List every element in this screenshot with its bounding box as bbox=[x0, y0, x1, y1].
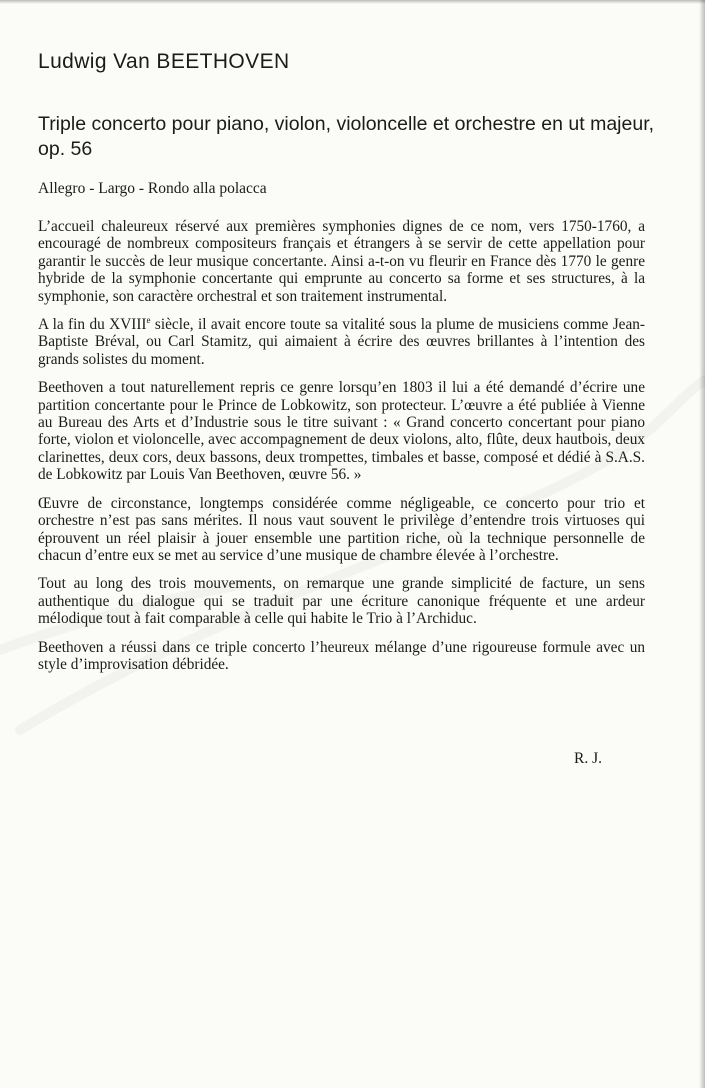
century-superscript: e bbox=[146, 314, 151, 325]
paragraph-2 bbox=[38, 316, 645, 368]
program-notes bbox=[38, 218, 645, 684]
paragraph-2-rest: siècle, il avait encore toute sa vitalité sous la plume de musiciens comme Jean-Baptiste Bréval, ou Carl Stamitz, qui aimaient à écrire des œuvres brillantes à l’intention des grands solistes du moment. bbox=[38, 316, 645, 368]
author-initials: R. J. bbox=[574, 750, 602, 767]
page-top-shadow bbox=[0, 0, 705, 4]
paragraph-1: L’accueil chaleureux réservé aux premières symphonies dignes de ce nom, vers 1750-1760, a encouragé de nombreux compositeurs français et étrangers à se servir de cette appellation pour garantir le succès de leur musique concertante. Ainsi a-t-on vu fleurir en France dès 1770 le genre hybride de la symphonie concertante qui emprunte au concerto sa forme et ses structures, à la symphonie, son caractère orchestral et son traitement instrumental. bbox=[38, 218, 645, 305]
page-right-shadow bbox=[699, 0, 705, 1088]
paragraph-5: Tout au long des trois mouvements, on remarque une grande simplicité de facture, un sens authentique du dialogue qui se traduit par une écriture canonique fréquente et une ardeur mélodique tout à fait comparable à celle qui habite le Trio à l’Archiduc. bbox=[38, 575, 645, 628]
movements-list: Allegro - Largo - Rondo alla polacca bbox=[38, 180, 267, 197]
paragraph-2-start: A la fin du XVIII bbox=[38, 316, 147, 334]
paragraph-3: Beethoven a tout naturellement repris ce genre lorsqu’en 1803 il lui a été demandé d’écrire une partition concertante pour le Prince de Lobkowitz, son protecteur. L’œuvre a été publiée à Vienne au Bureau des Arts et d’Industrie sous le titre suivant : « Grand concerto concertant pour piano forte, violon et violoncelle, avec accompagnement de deux violons, alto, flûte, deux hautbois, deux clarinettes, deux cors, deux bassons, deux trompettes, timbales et basse, composé et dédié à S.A.S. de Lobkowitz par Louis Van Beethoven, œuvre 56. » bbox=[38, 379, 645, 484]
work-title: Triple concerto pour piano, violon, violoncelle et orchestre en ut majeur, op. 56 bbox=[38, 113, 655, 160]
paragraph-6: Beethoven a réussi dans ce triple concerto l’heureux mélange d’une rigoureuse formule avec un style d’improvisation débridée. bbox=[38, 638, 645, 673]
composer-name: Ludwig Van BEETHOVEN bbox=[38, 50, 290, 73]
paragraph-4: Œuvre de circonstance, longtemps considérée comme négligeable, ce concerto pour trio et orchestre n’est pas sans mérites. Il nous vaut souvent le privilège d’entendre trois virtuoses qui éprouvent un réel plaisir à jouer ensemble une partition riche, où la technique personnelle de chacun d’entre eux se met au service d’une musique de chambre élevée à l’orchestre. bbox=[38, 494, 645, 564]
